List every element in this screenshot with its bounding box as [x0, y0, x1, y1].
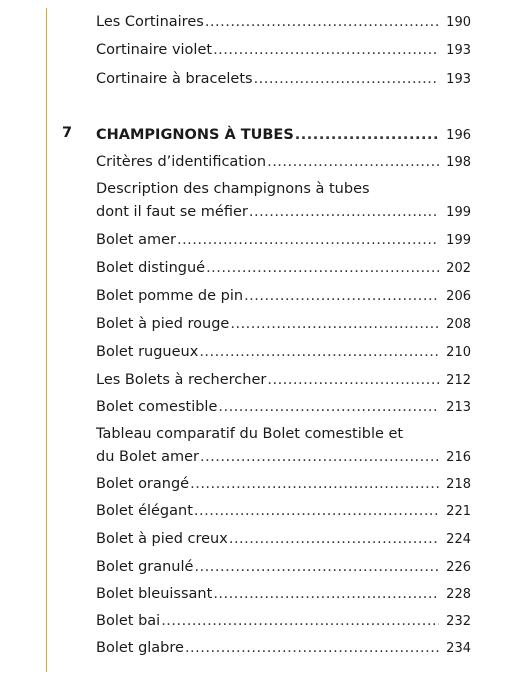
toc-entry-page: 198: [446, 155, 471, 170]
toc-entry-label: Bolet rugueux: [96, 344, 199, 360]
toc-entry[interactable]: [96, 285, 471, 308]
leader-dots: [229, 528, 439, 550]
toc-entry-label: Cortinaire violet: [96, 42, 213, 58]
toc-entry[interactable]: [96, 39, 471, 62]
leader-dots: [205, 11, 439, 33]
toc-entry-label: Bolet pomme de pin: [96, 288, 244, 304]
toc-entry-page: 234: [446, 641, 471, 656]
leader-dots: [200, 446, 439, 468]
toc-entry-label: Bolet élégant: [96, 503, 193, 519]
leader-dots: [249, 201, 439, 223]
chapter-title: CHAMPIGNONS À TUBES: [96, 127, 294, 143]
leader-dots: [230, 313, 439, 335]
leader-dots: [190, 473, 439, 495]
toc-entry-label: Bolet bleuissant: [96, 586, 213, 602]
leader-dots: [161, 610, 439, 632]
leader-dots: [185, 637, 439, 659]
toc-entry-page: 221: [446, 504, 471, 519]
leader-dots: [194, 500, 439, 522]
leader-dots: [244, 285, 439, 307]
toc-entry-page: 193: [446, 72, 471, 87]
toc-entry[interactable]: [96, 201, 471, 224]
toc-entry[interactable]: [96, 151, 471, 174]
toc-entry-label: Cortinaire à bracelets: [96, 71, 253, 87]
toc-entry-page: 206: [446, 289, 471, 304]
toc-entry[interactable]: [96, 637, 471, 660]
toc-entry[interactable]: [96, 229, 471, 252]
toc-entry-label: Bolet granulé: [96, 559, 194, 575]
toc-entry[interactable]: [96, 369, 471, 392]
toc-entry-page: 193: [446, 43, 471, 58]
leader-dots: [199, 341, 439, 363]
toc-entry[interactable]: [96, 257, 471, 280]
leader-dots: [194, 556, 439, 578]
leader-dots: [295, 124, 439, 146]
toc-entry-label: Bolet à pied creux: [96, 531, 228, 547]
toc-entry-label: Bolet orangé: [96, 476, 190, 492]
toc-entry-label: Les Bolets à rechercher: [96, 372, 267, 388]
toc-entry-label: Bolet comestible: [96, 399, 218, 415]
leader-dots: [213, 583, 439, 605]
toc-entry[interactable]: [96, 446, 471, 469]
leader-dots: [267, 151, 439, 173]
toc-entry-page: 210: [446, 345, 471, 360]
leader-dots: [213, 39, 439, 61]
toc-entry-label: du Bolet amer: [96, 449, 199, 465]
toc-entry-label: Bolet glabre: [96, 640, 184, 656]
toc-entry-label: Bolet bai: [96, 613, 161, 629]
leader-dots: [218, 396, 439, 418]
toc-entry-page: 224: [446, 532, 471, 547]
toc-entry-label: Bolet amer: [96, 232, 176, 248]
toc-entry[interactable]: [96, 68, 471, 91]
toc-entry-label: Bolet à pied rouge: [96, 316, 230, 332]
toc-entry[interactable]: [96, 528, 471, 551]
toc-entry-page: 202: [446, 261, 471, 276]
toc-entry-label: dont il faut se méfier: [96, 204, 248, 220]
toc-entry-label: Bolet distingué: [96, 260, 206, 276]
margin-rule: [46, 8, 47, 672]
leader-dots: [267, 369, 439, 391]
leader-dots: [177, 229, 439, 251]
toc-entry[interactable]: [96, 583, 471, 606]
toc-entry[interactable]: [96, 341, 471, 364]
toc-entry[interactable]: [96, 610, 471, 633]
leader-dots: [206, 257, 439, 279]
toc-entry[interactable]: [96, 473, 471, 496]
toc-entry[interactable]: [96, 313, 471, 336]
toc-entry-page: 199: [446, 205, 471, 220]
leader-dots: [254, 68, 439, 90]
toc-entry[interactable]: [96, 556, 471, 579]
toc-entry-page: 208: [446, 317, 471, 332]
toc-entry-page: 212: [446, 373, 471, 388]
toc-entry-first-line: Tableau comparatif du Bolet comestible et: [96, 426, 404, 442]
toc-entry[interactable]: [96, 11, 471, 34]
chapter-page: 196: [446, 128, 471, 143]
toc-entry-label: Les Cortinaires: [96, 14, 204, 30]
toc-entry-label: Critères d’identification: [96, 154, 267, 170]
toc-entry-page: 190: [446, 15, 471, 30]
toc-entry-page: 218: [446, 477, 471, 492]
toc-entry[interactable]: [96, 500, 471, 523]
toc-entry[interactable]: [96, 396, 471, 419]
toc-entry-page: 226: [446, 560, 471, 575]
toc-entry-page: 228: [446, 587, 471, 602]
chapter-heading[interactable]: [96, 124, 471, 147]
toc-entry-page: 216: [446, 450, 471, 465]
toc-entry-page: 232: [446, 614, 471, 629]
toc-entry-page: 199: [446, 233, 471, 248]
chapter-number: 7: [62, 125, 73, 141]
toc-entry-first-line: Description des champignons à tubes: [96, 181, 370, 197]
toc-entry-page: 213: [446, 400, 471, 415]
